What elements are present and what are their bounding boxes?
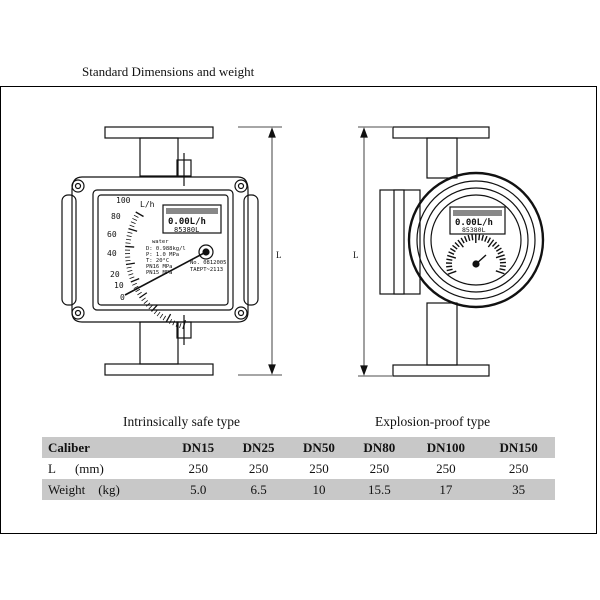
dial-tick (485, 236, 487, 242)
spec-line-4: PN16 MPa (146, 264, 173, 270)
serial-line-2: TAEPT~2113 (190, 267, 224, 273)
dial-tick (479, 234, 480, 240)
scale-unit: L/h (140, 200, 155, 209)
row-label: Weight (kg) (42, 479, 168, 500)
dial-tick (496, 255, 505, 258)
header-dn100: DN100 (410, 437, 483, 458)
scale-tick (137, 292, 141, 295)
spec-line-1: D: 0.988kg/l (146, 246, 186, 252)
dial-tick (447, 255, 456, 258)
scale-tick (132, 283, 137, 285)
table-cell: 6.5 (228, 479, 288, 500)
header-dn80: DN80 (349, 437, 409, 458)
table-cell: 250 (482, 458, 555, 479)
dial-tick (447, 269, 453, 270)
scale-tick (131, 222, 136, 224)
caption-intrinsically-safe: Intrinsically safe type (123, 414, 240, 429)
dial-tick (496, 271, 505, 274)
scale-tick (160, 314, 163, 318)
header-dn150: DN150 (482, 437, 555, 458)
right-dimension-label: L (353, 250, 359, 260)
left-dimension-label: L (276, 250, 282, 260)
scale-tick (179, 323, 181, 328)
serial-line-1: No. 0812005 (190, 260, 227, 266)
dial-tick (500, 259, 506, 260)
spec-line-3: T: 20°C (146, 258, 170, 264)
dial-tick (496, 248, 501, 251)
scale-tick (126, 239, 131, 240)
scale-tick (128, 232, 133, 233)
scale-label-20: 20 (110, 270, 120, 279)
scale-tick (128, 229, 137, 232)
scale-tick (130, 225, 135, 227)
scale-tick (149, 305, 153, 309)
dial-tick (446, 259, 452, 260)
scale-label-100: 100 (116, 196, 131, 205)
table-cell: 10 (289, 479, 349, 500)
scale-tick (134, 215, 138, 217)
spec-line-5: PN15 MPa (146, 270, 173, 276)
table-header-row (42, 437, 555, 458)
dial-tick (468, 235, 470, 241)
dial-tick (450, 249, 455, 252)
dial-tick (465, 236, 467, 242)
scale-tick (127, 270, 132, 271)
scale-label-10: 10 (114, 281, 124, 290)
left-lcd-rate: 0.00L/h (168, 217, 206, 227)
scale-tick (125, 246, 134, 247)
spec-table (42, 437, 555, 500)
dial-tick (446, 266, 452, 267)
caption-explosion-proof: Explosion-proof type (375, 414, 491, 429)
dial-tick (449, 252, 454, 254)
table-row-weight (42, 479, 555, 500)
dial-tick (448, 271, 456, 274)
scale-tick (166, 314, 170, 322)
header-caliber: Caliber (42, 437, 168, 458)
dial-tick (461, 238, 464, 243)
medium-label: water (152, 239, 169, 245)
scale-label-0: 0 (120, 293, 125, 302)
left-lcd-total: 85380L (174, 226, 200, 234)
right-dimension-line (358, 127, 392, 376)
scale-tick (173, 321, 175, 326)
header-dn15: DN15 (168, 437, 228, 458)
table-cell: 17 (410, 479, 483, 500)
right-meter-drawing (380, 127, 543, 376)
right-lcd-total: 85380L (462, 226, 486, 234)
dial-tick (500, 269, 506, 270)
table-cell: 5.0 (168, 479, 228, 500)
scale-label-40: 40 (107, 249, 117, 258)
dial-tick (492, 242, 496, 246)
scale-tick (128, 274, 133, 275)
scale-tick (136, 212, 144, 217)
scale-tick (127, 267, 132, 268)
header-dn25: DN25 (228, 437, 288, 458)
table-cell: 250 (168, 458, 228, 479)
right-lcd-rate: 0.00L/h (455, 218, 493, 228)
scale-tick (126, 263, 135, 264)
table-cell: 35 (482, 479, 555, 500)
dial-tick (488, 238, 491, 243)
scale-tick (130, 277, 135, 279)
dial-tick (472, 234, 473, 240)
table-row-length (42, 458, 555, 479)
scale-tick (144, 300, 148, 303)
table-cell: 250 (410, 458, 483, 479)
header-dn50: DN50 (289, 437, 349, 458)
scale-tick (132, 218, 137, 220)
table-cell: 250 (228, 458, 288, 479)
table-cell: 15.5 (349, 479, 409, 500)
scale-tick (157, 312, 160, 316)
dial-tick (455, 243, 459, 247)
spec-line-2: P: 1.0 MPa (146, 252, 180, 258)
dial-tick (495, 245, 500, 249)
scale-tick (142, 298, 146, 301)
scale-label-60: 60 (107, 230, 117, 239)
row-label: L (mm) (42, 458, 168, 479)
scale-tick (163, 316, 166, 320)
scale-tick (139, 293, 146, 298)
dial-tick (452, 245, 457, 249)
scale-tick (126, 243, 131, 244)
scale-tick (131, 279, 139, 282)
right-dial-ticks (446, 234, 506, 274)
page-heading: Standard Dimensions and weight (82, 64, 255, 79)
scale-label-80: 80 (111, 212, 121, 221)
dial-tick (482, 235, 483, 241)
dial-tick (498, 251, 503, 254)
table-cell: 250 (349, 458, 409, 479)
table-cell: 250 (289, 458, 349, 479)
scale-tick (125, 260, 130, 261)
scale-tick (127, 236, 132, 237)
